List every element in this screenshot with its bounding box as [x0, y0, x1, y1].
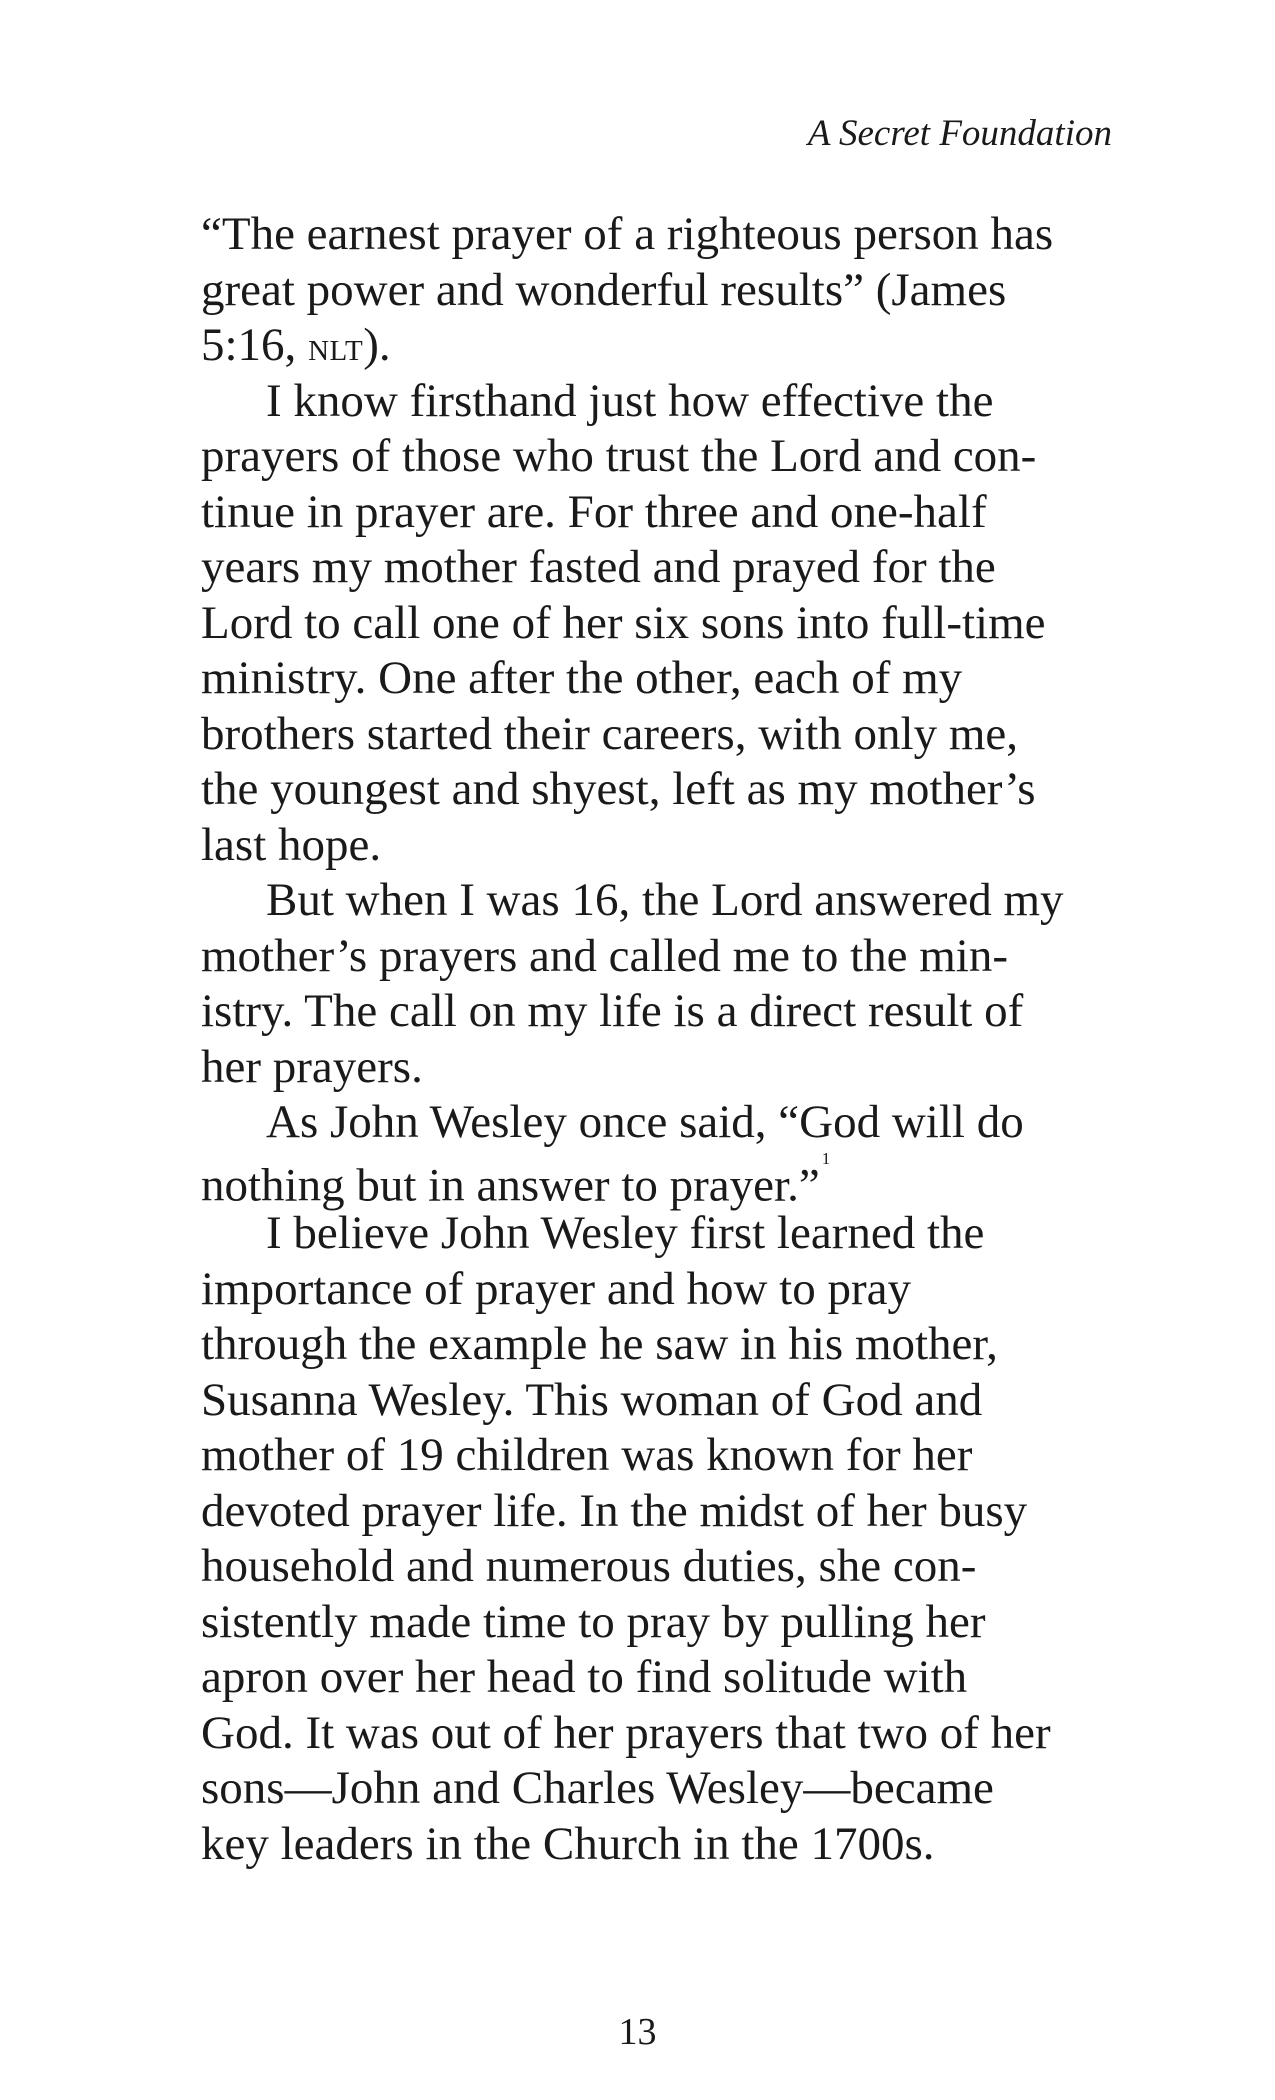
text-line: through the example he saw in his mother, [201, 1318, 998, 1370]
text-line: importance of prayer and how to pray [201, 1262, 911, 1315]
text-line: household and numerous duties, she con- [201, 1540, 977, 1592]
text-line: brothers started their careers, with only me, [201, 707, 1018, 760]
text-line [201, 1148, 1121, 1212]
text-line: istry. The call on my life is a direct result of [201, 985, 1024, 1037]
text-line: her prayers. [201, 1040, 423, 1093]
paragraph-start-line: As John Wesley once said, “God will do [266, 1096, 1024, 1148]
text-line: mother of 19 children was known for her [201, 1429, 973, 1481]
body-text [201, 207, 1121, 1872]
text-line: Susanna Wesley. This woman of God and [201, 1373, 983, 1426]
text-line: God. It was out of her prayers that two of her [201, 1706, 1051, 1759]
text-line: great power and wonderful results” (James [201, 263, 1007, 316]
text-line: sons—John and Charles Wesley—became [201, 1762, 994, 1814]
paragraph-start-line: I believe John Wesley first learned the [266, 1207, 985, 1259]
text-line: key leaders in the Church in the 1700s. [201, 1817, 935, 1870]
scripture-reference: 5:16, [201, 319, 309, 371]
paragraph-start-line: I know firsthand just how effective the [266, 374, 994, 427]
text-line: sistently made time to pray by pulling her [201, 1595, 986, 1648]
text-line: years my mother fasted and prayed for the [201, 541, 996, 593]
text-line: the youngest and shyest, left as my mother’s [201, 763, 1036, 815]
text-line [201, 318, 1121, 374]
text-line: ministry. One after the other, each of my [201, 652, 963, 704]
text-line: devoted prayer life. In the midst of her busy [201, 1484, 1028, 1537]
text-line: Lord to call one of her six sons into full-time [201, 596, 1046, 649]
text-line: last hope. [201, 818, 382, 871]
text-line: tinue in prayer are. For three and one-half [201, 485, 987, 538]
page-number: 13 [618, 2011, 657, 2053]
text-line: prayers of those who trust the Lord and con- [201, 430, 1037, 482]
bible-version-abbreviation: NLT [308, 335, 364, 367]
text-line: apron over her head to find solitude with [201, 1651, 968, 1703]
quotation-text: nothing but in answer to prayer.” [201, 1159, 820, 1212]
reference-close: ). [363, 319, 391, 371]
paragraph-start-line: But when I was 16, the Lord answered my [266, 874, 1064, 926]
text-line: “The earnest prayer of a righteous person has [201, 208, 1054, 260]
text-line: mother’s prayers and called me to the min- [201, 929, 1009, 982]
footnote-reference[interactable]: 1 [821, 1148, 831, 1168]
running-head-title: A Secret Foundation [807, 113, 1112, 154]
